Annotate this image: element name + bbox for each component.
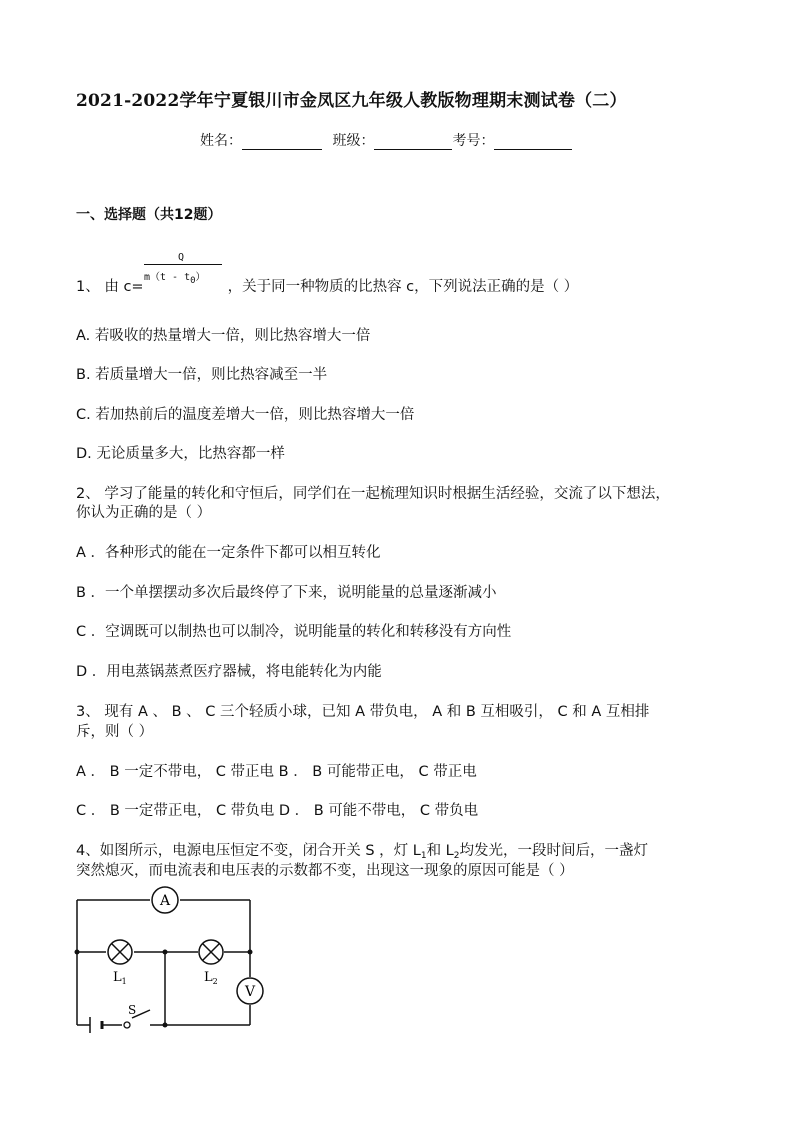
q2-stem-line2: 你认为正确的是（ ） xyxy=(76,505,212,521)
q1-option-d: D. 无论质量多大，比热容都一样 xyxy=(76,446,285,462)
fraction-numerator: Q xyxy=(178,252,185,263)
q2-option-a: A ．各种形式的能在一定条件下都可以相互转化 xyxy=(76,545,381,561)
junction-dot xyxy=(248,950,253,955)
lamp1-symbol xyxy=(108,940,132,964)
q3-stem-line2: 斥，则（ ） xyxy=(76,724,154,740)
q1-option-b: B. 若质量增大一倍，则比热容减至一半 xyxy=(76,367,328,383)
exam-no-label: 考号： xyxy=(452,133,495,149)
q4-stem-line2: 突然熄灭，而电流表和电压表的示数都不变，出现这一现象的原因可能是（ ） xyxy=(76,863,574,879)
question-1-stem xyxy=(76,275,578,296)
class-label: 班级： xyxy=(332,133,375,149)
q1-prefix: 1、 由 c= xyxy=(76,279,144,295)
svg-text:A: A xyxy=(160,893,171,909)
lamp1-label: $L_1$ xyxy=(113,970,127,986)
circuit-diagram xyxy=(70,882,270,1042)
student-info-line xyxy=(200,130,572,150)
q1-option-a: A. 若吸收的热量增大一倍，则比热容增大一倍 xyxy=(76,328,371,344)
q2-option-b: B ．一个单摆摆动多次后最终停了下来，说明能量的总量逐渐减小 xyxy=(76,585,497,601)
q3-options-cd: C ． B 一定带正电， C 带负电 D ． B 可能不带电， C 带负电 xyxy=(76,803,479,819)
voltmeter-symbol xyxy=(237,978,263,1004)
lamp2-symbol xyxy=(199,940,223,964)
svg-text:V: V xyxy=(245,984,256,1000)
fraction-denominator: m（t - t0） xyxy=(144,272,206,286)
q2-option-c: C ．空调既可以制热也可以制冷，说明能量的转化和转移没有方向性 xyxy=(76,624,512,640)
q3-stem-line1: 3、 现有 A 、 B 、 C 三个轻质小球，已知 A 带负电， A 和 B 互相吸引， C 和 A 互相排 xyxy=(76,704,650,720)
lamp2-label: $L_2$ xyxy=(204,970,218,986)
junction-dot xyxy=(163,1023,168,1028)
fraction-bar xyxy=(144,264,222,265)
class-blank[interactable] xyxy=(374,135,452,150)
q2-stem-line1: 2、 学习了能量的转化和守恒后，同学们在一起梳理知识时根据生活经验，交流了以下想法， xyxy=(76,486,670,502)
q1-suffix: ，关于同一种物质的比热容 c，下列说法正确的是（ ） xyxy=(227,279,579,295)
q4-stem-line1: 4、如图所示，电源电压恒定不变，闭合开关 S ，灯 $L_1$和 $L_2$均发光，一段时间后，一盏灯 xyxy=(76,843,648,861)
switch-contact xyxy=(124,1022,130,1028)
page-title: 2021-2022学年宁夏银川市金凤区九年级人教版物理期末测试卷（二） xyxy=(76,91,627,111)
name-blank[interactable] xyxy=(242,135,322,150)
junction-dot xyxy=(75,950,80,955)
q2-option-d: D ．用电蒸锅蒸煮医疗器械，将电能转化为内能 xyxy=(76,664,382,680)
exam-no-blank[interactable] xyxy=(494,135,572,150)
switch-label: S xyxy=(128,1003,137,1017)
name-label: 姓名： xyxy=(200,133,242,149)
q3-options-ab: A ． B 一定不带电， C 带正电 B ． B 可能带正电， C 带正电 xyxy=(76,764,477,780)
section-heading: 一、选择题（共12题） xyxy=(76,207,222,223)
ammeter-symbol xyxy=(152,887,178,913)
q1-option-c: C. 若加热前后的温度差增大一倍，则比热容增大一倍 xyxy=(76,407,415,423)
junction-dot xyxy=(163,950,168,955)
